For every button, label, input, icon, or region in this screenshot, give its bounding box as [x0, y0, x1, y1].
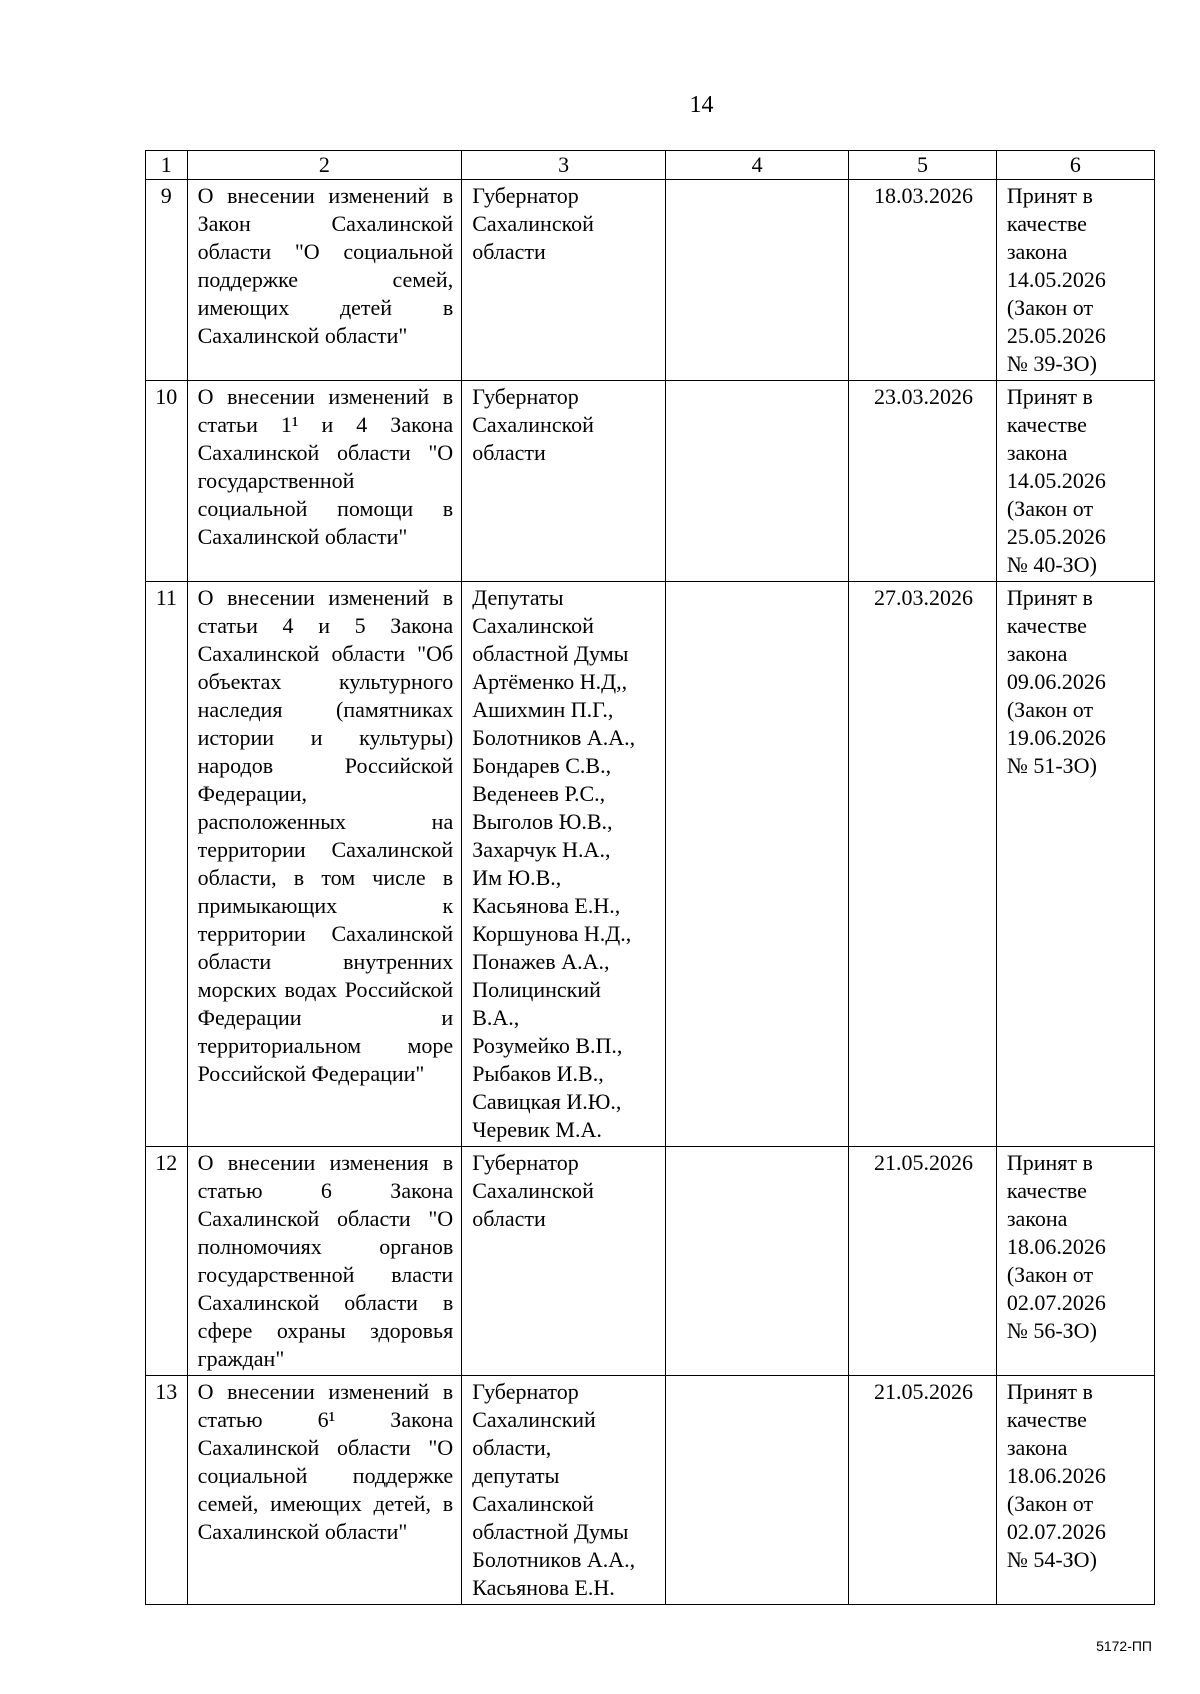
initiator-cell — [462, 1147, 666, 1376]
header-cell: 2 — [187, 151, 462, 180]
bill-title-cell: О внесении изменений в статью 6¹ Закона Сахалинской области "О социальной поддержке семей, имеющих детей, в Сахалинской области" — [187, 1376, 462, 1605]
result-cell — [996, 1147, 1154, 1376]
initiator-line: Рыбаков И.В., — [472, 1061, 604, 1086]
header-cell: 6 — [996, 151, 1154, 180]
result-line: 25.05.2026 — [1006, 524, 1106, 549]
initiator-line: Губернатор — [472, 183, 579, 208]
result-line: (Закон от — [1006, 496, 1094, 521]
initiator-line: Депутаты — [472, 585, 564, 610]
result-line: 02.07.2026 — [1006, 1519, 1106, 1544]
initiator-line: В.А., — [472, 1005, 520, 1030]
column-4-cell — [666, 1147, 849, 1376]
initiator-cell — [462, 1376, 666, 1605]
result-line: № 39-ЗО) — [1006, 351, 1097, 376]
result-line: закона — [1006, 1435, 1068, 1460]
initiator-line: областной Думы — [472, 641, 629, 666]
result-cell — [996, 381, 1154, 582]
initiator-line: Сахалинский — [472, 1407, 596, 1432]
initiator-line: Понажев А.А., — [472, 949, 610, 974]
header-cell: 4 — [666, 151, 849, 180]
result-line: закона — [1006, 440, 1068, 465]
submission-date-cell: 21.05.2026 — [849, 1147, 997, 1376]
initiator-line: Черевик М.А. — [472, 1117, 602, 1142]
initiator-line: Сахалинской — [472, 211, 594, 236]
bill-title-cell: О внесении изменений в Закон Сахалинской области "О социальной поддержке семей, имеющих детей в Сахалинской области" — [187, 180, 462, 381]
column-4-cell — [666, 381, 849, 582]
result-line: (Закон от — [1006, 295, 1094, 320]
initiator-line: Захарчук Н.А., — [472, 837, 611, 862]
initiator-line: Болотников А.А., — [472, 1547, 636, 1572]
initiator-line: Болотников А.А., — [472, 725, 636, 750]
initiator-line: областной Думы — [472, 1519, 629, 1544]
result-cell — [996, 582, 1154, 1147]
result-cell — [996, 1376, 1154, 1605]
initiator-line: Коршунова Н.Д., — [472, 921, 632, 946]
result-line: 14.05.2026 — [1006, 468, 1106, 493]
result-line: (Закон от — [1006, 697, 1094, 722]
initiator-line: Веденеев Р.С., — [472, 781, 606, 806]
initiator-line: Савицкая И.Ю., — [472, 1089, 622, 1114]
initiator-line: Розумейко В.П., — [472, 1033, 623, 1058]
header-cell: 5 — [849, 151, 997, 180]
bill-title-cell: О внесении изменений в статьи 4 и 5 Закона Сахалинской области "Об объектах культурного наследия (памятниках истории и культуры) народов Российской Федерации, расположенных на территории Сахалинской области, в том числе в примыкающих к территории Сахалинской области внутренних морских водах Российской Федерации и территориальном море Российской Федерации" — [187, 582, 462, 1147]
bill-title-cell: О внесении изменения в статью 6 Закона Сахалинской области "О полномочиях органов государственной власти Сахалинской области в сфере охраны здоровья граждан" — [187, 1147, 462, 1376]
result-line: качестве — [1006, 1178, 1087, 1203]
table-row — [146, 1376, 1155, 1605]
result-line: Принят в — [1006, 1150, 1093, 1175]
column-4-cell — [666, 180, 849, 381]
result-line: качестве — [1006, 412, 1087, 437]
result-line: 09.06.2026 — [1006, 669, 1106, 694]
header-cell: 1 — [146, 151, 188, 180]
result-line: закона — [1006, 1206, 1068, 1231]
result-line: качестве — [1006, 211, 1087, 236]
result-line: 18.06.2026 — [1006, 1234, 1106, 1259]
initiator-line: депутаты — [472, 1463, 560, 1488]
submission-date-cell: 18.03.2026 — [849, 180, 997, 381]
table-row — [146, 381, 1155, 582]
result-line: № 54-ЗО) — [1006, 1547, 1097, 1572]
initiator-line: области — [472, 1206, 546, 1231]
initiator-line: Касьянова Е.Н. — [472, 1575, 615, 1600]
table-row — [146, 582, 1155, 1147]
initiator-line: Бондарев С.В., — [472, 753, 612, 778]
initiator-cell — [462, 180, 666, 381]
initiator-line: Губернатор — [472, 384, 579, 409]
bill-title-cell: О внесении изменений в статьи 1¹ и 4 Закона Сахалинской области "О государственной социальной помощи в Сахалинской области" — [187, 381, 462, 582]
header-cell: 3 — [462, 151, 666, 180]
result-line: Принят в — [1006, 384, 1093, 409]
row-number-cell: 9 — [146, 180, 188, 381]
result-line: 19.06.2026 — [1006, 725, 1106, 750]
initiator-line: Ашихмин П.Г., — [472, 697, 614, 722]
initiator-line: Сахалинской — [472, 1491, 594, 1516]
initiator-line: Сахалинской — [472, 613, 594, 638]
result-line: закона — [1006, 641, 1068, 666]
column-4-cell — [666, 1376, 849, 1605]
result-line: № 56-ЗО) — [1006, 1318, 1097, 1343]
initiator-line: Артёменко Н.Д,, — [472, 669, 628, 694]
result-line: Принят в — [1006, 585, 1093, 610]
result-line: 14.05.2026 — [1006, 267, 1106, 292]
result-line: № 40-ЗО) — [1006, 552, 1097, 577]
column-4-cell — [666, 582, 849, 1147]
initiator-cell — [462, 381, 666, 582]
initiator-line: области — [472, 239, 546, 264]
initiator-line: области, — [472, 1435, 552, 1460]
result-line: качестве — [1006, 613, 1087, 638]
result-line: закона — [1006, 239, 1068, 264]
header-row — [146, 151, 1155, 180]
initiator-line: Им Ю.В., — [472, 865, 562, 890]
result-line: (Закон от — [1006, 1262, 1094, 1287]
row-number-cell: 13 — [146, 1376, 188, 1605]
initiator-line: Сахалинской — [472, 412, 594, 437]
table-row — [146, 1147, 1155, 1376]
result-line: Принят в — [1006, 183, 1093, 208]
result-line: качестве — [1006, 1407, 1087, 1432]
result-cell — [996, 180, 1154, 381]
page-number: 14 — [689, 92, 714, 118]
initiator-line: Полицинский — [472, 977, 601, 1002]
table-row — [146, 180, 1155, 381]
row-number-cell: 11 — [146, 582, 188, 1147]
row-number-cell: 10 — [146, 381, 188, 582]
initiator-line: Губернатор — [472, 1379, 579, 1404]
initiator-cell — [462, 582, 666, 1147]
legislation-table — [145, 150, 1155, 1605]
result-line: Принят в — [1006, 1379, 1093, 1404]
result-line: № 51-ЗО) — [1006, 753, 1097, 778]
submission-date-cell: 21.05.2026 — [849, 1376, 997, 1605]
submission-date-cell: 27.03.2026 — [849, 582, 997, 1147]
initiator-line: Выголов Ю.В., — [472, 809, 613, 834]
result-line: 02.07.2026 — [1006, 1290, 1106, 1315]
result-line: (Закон от — [1006, 1491, 1094, 1516]
row-number-cell: 12 — [146, 1147, 188, 1376]
submission-date-cell: 23.03.2026 — [849, 381, 997, 582]
result-line: 25.05.2026 — [1006, 323, 1106, 348]
result-line: 18.06.2026 — [1006, 1463, 1106, 1488]
footer-code: 5172-ПП — [1096, 1638, 1152, 1654]
initiator-line: Сахалинской — [472, 1178, 594, 1203]
initiator-line: Касьянова Е.Н., — [472, 893, 621, 918]
initiator-line: области — [472, 440, 546, 465]
initiator-line: Губернатор — [472, 1150, 579, 1175]
